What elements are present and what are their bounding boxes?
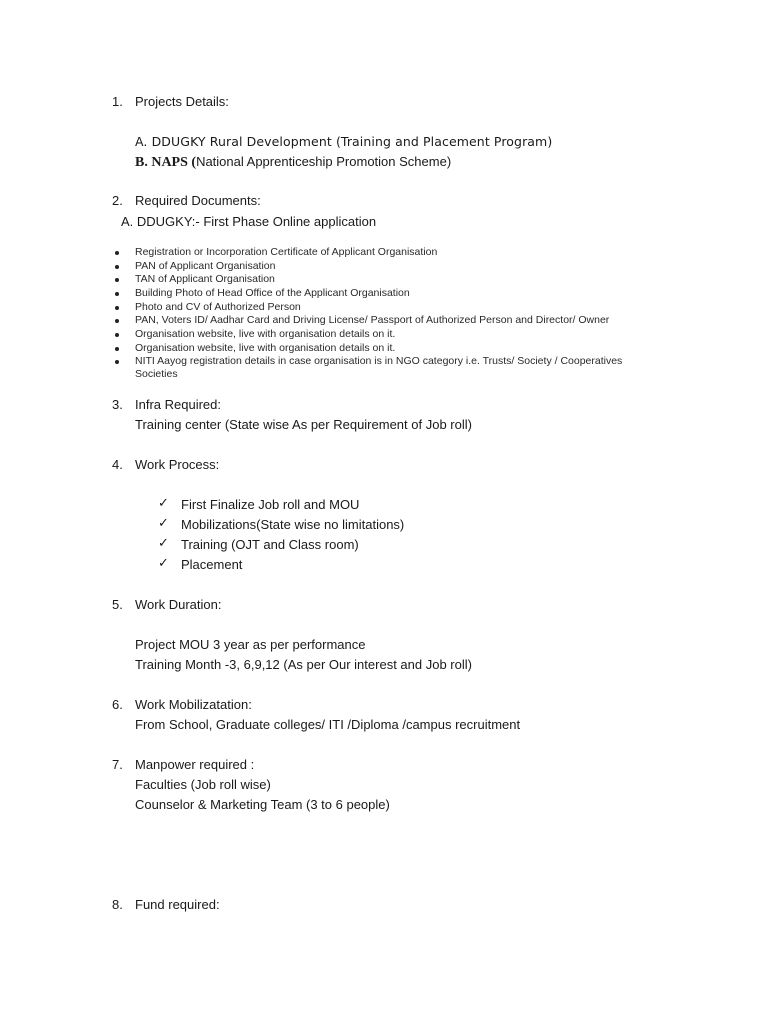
bullet-icon	[115, 360, 119, 364]
section-6-number: 6.	[112, 697, 123, 712]
duration-line-1: Project MOU 3 year as per performance	[135, 637, 366, 652]
process-step: First Finalize Job roll and MOU	[181, 497, 360, 512]
process-step: Training (OJT and Class room)	[181, 537, 359, 552]
project-naps-desc: National Apprenticeship Promotion Scheme)	[196, 154, 452, 169]
document-item: Building Photo of Head Office of the Applicant Organisation	[135, 287, 410, 299]
manpower-line-1: Faculties (Job roll wise)	[135, 777, 271, 792]
section-6-title: Work Mobilizatation:	[135, 697, 252, 712]
bullet-icon	[115, 333, 119, 337]
mobilization-line: From School, Graduate colleges/ ITI /Diploma /campus recruitment	[135, 717, 521, 732]
duration-line-2: Training Month -3, 6,9,12 (As per Our interest and Job roll)	[135, 657, 472, 672]
section-5-number: 5.	[112, 597, 123, 612]
section-3-number: 3.	[112, 397, 123, 412]
checkmark-icon: ✓	[158, 516, 169, 531]
project-naps-label: B. NAPS (	[135, 155, 197, 170]
project-naps	[135, 154, 451, 171]
bullet-icon	[115, 251, 119, 255]
section-4-title: Work Process:	[135, 457, 220, 472]
bullet-icon	[115, 347, 119, 351]
checkmark-icon: ✓	[158, 536, 169, 551]
document-item: Registration or Incorporation Certificate of Applicant Organisation	[135, 246, 438, 258]
document-item-continued: Societies	[135, 368, 178, 380]
checkmark-icon: ✓	[158, 556, 169, 571]
document-item: NITI Aayog registration details in case organisation is in NGO category i.e. Trusts/ Society / Cooperatives	[135, 355, 623, 367]
section-4-number: 4.	[112, 457, 123, 472]
manpower-line-2: Counselor & Marketing Team (3 to 6 people)	[135, 797, 390, 812]
process-step: Mobilizations(State wise no limitations)	[181, 517, 405, 532]
section-5-title: Work Duration:	[135, 597, 222, 612]
project-ddugky: A. DDUGKY Rural Development (Training and Placement Program)	[135, 134, 553, 149]
bullet-icon	[115, 292, 119, 296]
section-3-title: Infra Required:	[135, 397, 221, 412]
section-1-number: 1.	[112, 94, 123, 109]
document-item: Organisation website, live with organisation details on it.	[135, 328, 396, 340]
section-2-number: 2.	[112, 193, 123, 208]
section-8-number: 8.	[112, 897, 123, 912]
bullet-icon	[115, 319, 119, 323]
process-step: Placement	[181, 557, 243, 572]
bullet-icon	[115, 278, 119, 282]
document-item: PAN of Applicant Organisation	[135, 260, 276, 272]
section-1-title: Projects Details:	[135, 94, 229, 109]
document-item: Organisation website, live with organisation details on it.	[135, 342, 396, 354]
document-item: TAN of Applicant Organisation	[135, 273, 275, 285]
section-2-title: Required Documents:	[135, 193, 261, 208]
document-item: PAN, Voters ID/ Aadhar Card and Driving License/ Passport of Authorized Person and Director/ Owner	[135, 314, 610, 326]
section-7-title: Manpower required :	[135, 757, 255, 772]
section-8-title: Fund required:	[135, 897, 220, 912]
ddugky-subheading: A. DDUGKY:- First Phase Online application	[121, 214, 377, 229]
document-item: Photo and CV of Authorized Person	[135, 301, 301, 313]
checkmark-icon: ✓	[158, 496, 169, 511]
section-7-number: 7.	[112, 757, 123, 772]
infra-line: Training center (State wise As per Requirement of Job roll)	[135, 417, 472, 432]
bullet-icon	[115, 306, 119, 310]
bullet-icon	[115, 265, 119, 269]
